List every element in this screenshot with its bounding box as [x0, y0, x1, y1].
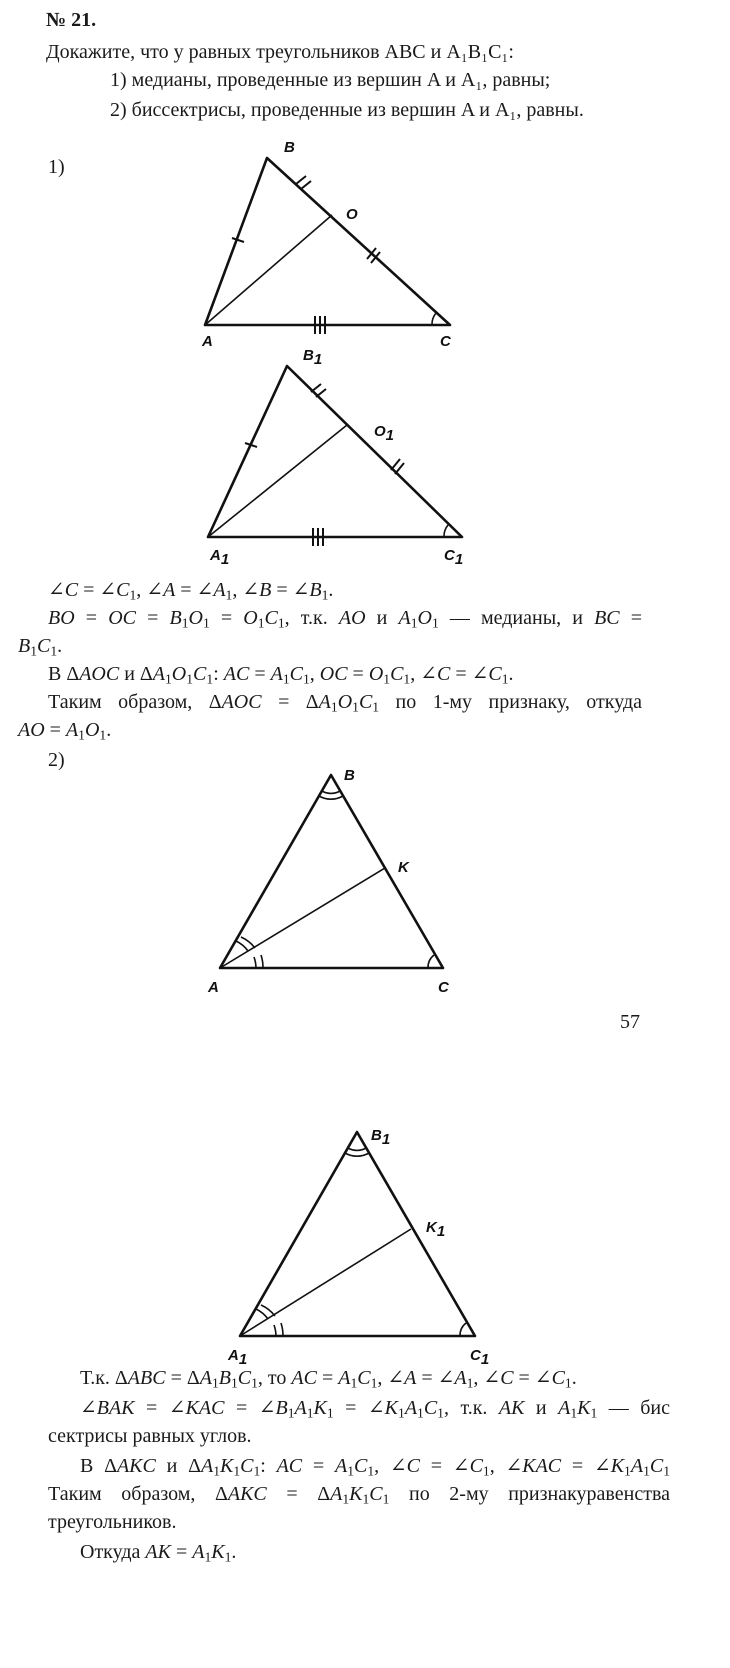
- vertex-label-k: K: [398, 859, 409, 876]
- part2-line-conclusion: Таким образом, $\Delta AKC = \Delta A_1K_1C_1$ по 2-му признакуравенства: [48, 1483, 671, 1507]
- statement-item-1: 1) медианы, проведенные из вершин A и A₁, равны;: [110, 69, 551, 91]
- part1-line-median-segments: BO = OC = $B_1O_1 = O_1C_1$, т.к. AO и $A_1O_1$ –– медианы, и BC =: [48, 607, 643, 631]
- page-number: 57: [620, 1011, 640, 1033]
- vertex-label-b1: B1: [371, 1127, 391, 1148]
- part1-line-conclusion-cont: AO = $A_1O_1$.: [18, 719, 112, 743]
- part2-label: 2): [48, 749, 65, 771]
- vertex-label-a1: A1: [228, 1347, 248, 1368]
- part2-line-equal-triangles: Т.к. $\Delta ABC = \Delta A_1B_1C_1$, то AC = $A_1C_1$, ∠A = $\angle A_1$, ∠C = $\angle C_1$.: [80, 1367, 577, 1391]
- statement-item-2: 2) биссектрисы, проведенные из вершин A и A₁, равны.: [110, 99, 584, 121]
- part1-line-median-segments-cont: $B_1C_1$.: [18, 635, 63, 659]
- part1-line-angles: ∠C = $\angle C_1$, ∠A = $\angle A_1$, ∠B = $\angle B_1$.: [48, 579, 334, 603]
- figure-median-triangle-abc: [0, 130, 730, 360]
- vertex-label-c1: C1: [444, 547, 464, 568]
- vertex-label-c: C: [438, 979, 449, 996]
- part2-line-result: Откуда AK = $A_1K_1$.: [80, 1541, 237, 1565]
- vertex-label-a: A: [208, 979, 219, 996]
- part1-line-triangles: В ΔAOC и $\Delta A_1O_1C_1$: AC = $A_1C_1$, OC = $O_1C_1$, ∠C = $\angle C_1$.: [48, 663, 514, 687]
- vertex-label-b: B: [344, 767, 355, 784]
- vertex-label-a1: A1: [210, 547, 230, 568]
- vertex-label-b: B: [284, 139, 295, 156]
- part2-line-triangles: В ΔAKC и $\Delta A_1K_1C_1$: AC = $A_1C_1$, ∠C = $\angle C_1$, ∠KAC = $\angle K_1A_1C_1$: [80, 1455, 670, 1479]
- part1-label: 1): [48, 156, 65, 178]
- vertex-label-a: A: [202, 333, 213, 350]
- vertex-label-o: O: [346, 206, 358, 223]
- vertex-label-c: C: [440, 333, 451, 350]
- vertex-label-c1: C1: [470, 1347, 490, 1368]
- problem-number: № 21.: [46, 9, 97, 31]
- part1-line-conclusion: Таким образом, $\Delta AOC = \Delta A_1O_1C_1$ по 1-му признаку, откуда: [48, 691, 642, 715]
- statement-line: Докажите, что у равных треугольников ABC и A₁B₁C₁:: [46, 41, 514, 63]
- figure-bisector-triangle-abc: [0, 760, 730, 1000]
- vertex-label-o1: O1: [374, 423, 395, 444]
- figure-median-triangle-a1b1c1: [0, 345, 730, 575]
- part2-line-bisectors: ∠BAK = ∠KAC = $\angle B_1A_1K_1$ = $\angle K_1A_1C_1$, т.к. AK и $A_1K_1$ — бис: [80, 1397, 671, 1421]
- part2-line-bisectors-cont: сектрисы равных углов.: [48, 1425, 252, 1447]
- part2-line-conclusion-cont: треугольников.: [48, 1511, 177, 1533]
- figure-bisector-triangle-a1b1c1: [0, 1118, 730, 1368]
- vertex-label-b1: B1: [303, 347, 323, 368]
- vertex-label-k1: K1: [426, 1219, 446, 1240]
